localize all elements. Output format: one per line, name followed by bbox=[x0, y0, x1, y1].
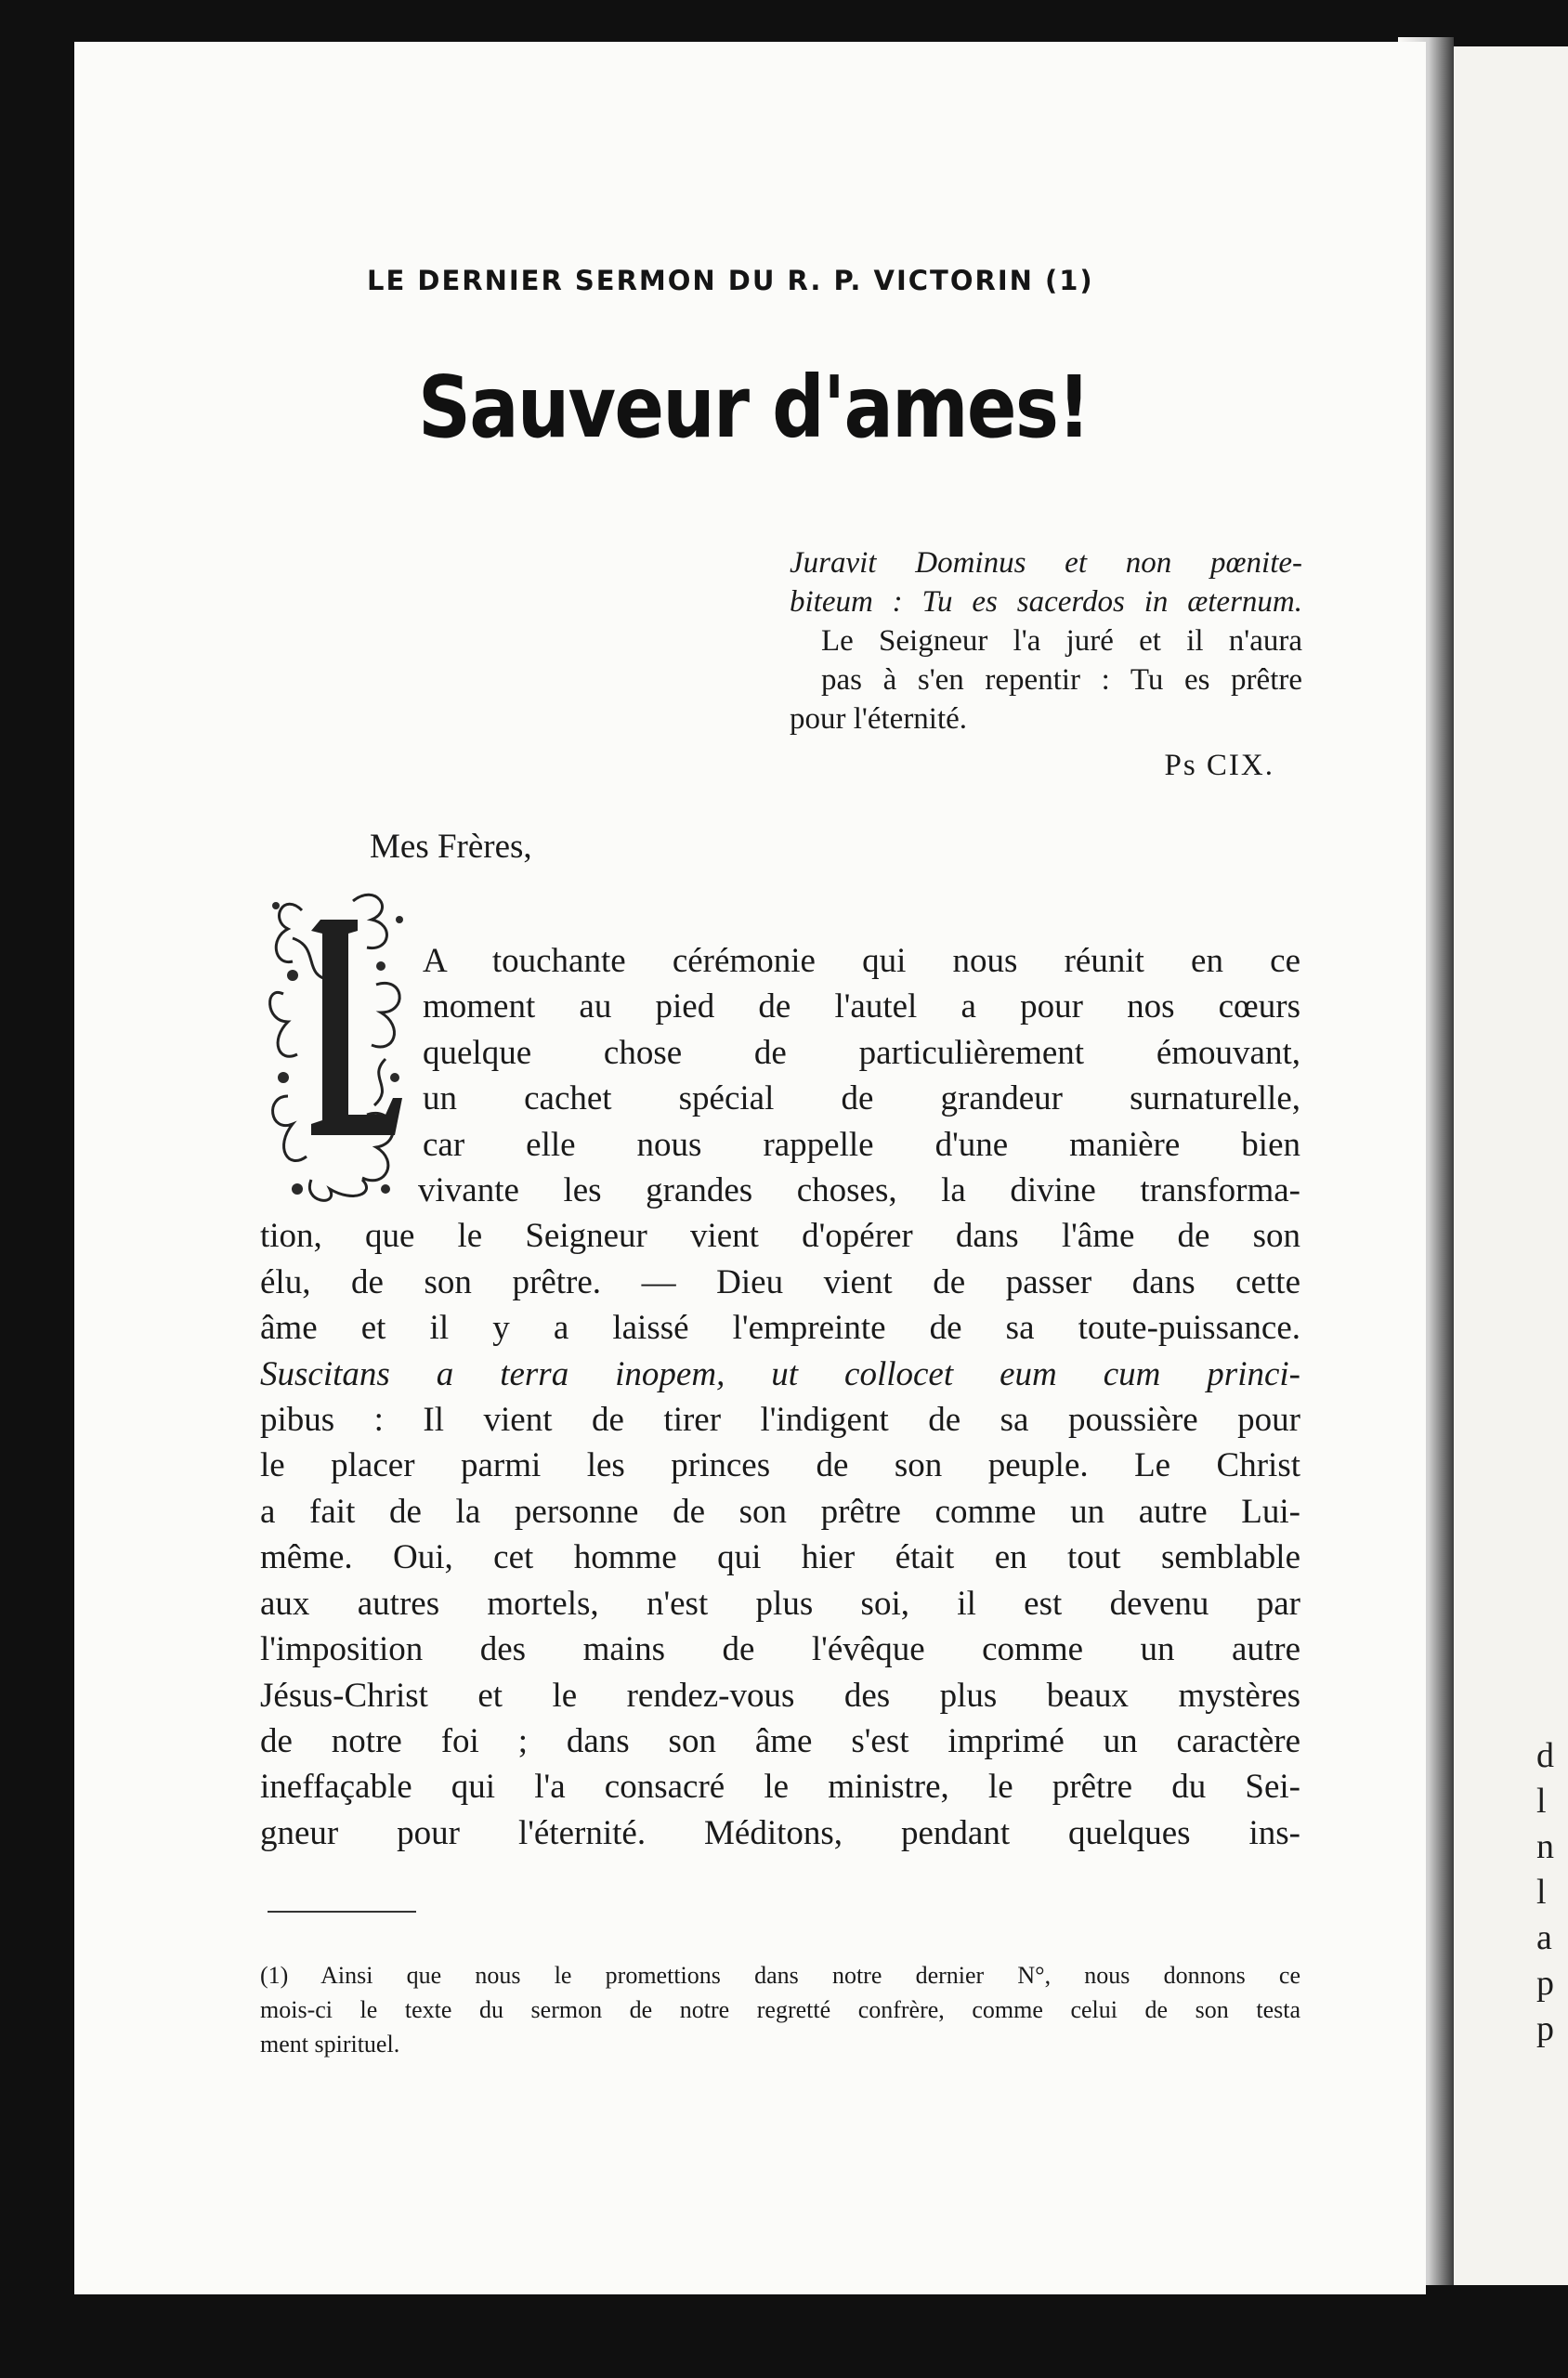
body-line: car elle nous rappelle d'une manière bien bbox=[423, 1125, 1300, 1164]
footnote bbox=[260, 1958, 1300, 2061]
footnote-line: (1) Ainsi que nous le promettions dans notre dernier N°, nous donnons ce bbox=[260, 1962, 1300, 1989]
body-line: tion, que le Seigneur vient d'opérer dans l'âme de son bbox=[260, 1217, 1300, 1256]
body-line: ineffaçable qui l'a consacré le ministre, le prêtre du Sei- bbox=[260, 1768, 1300, 1807]
body-line-latin: Suscitans a terra inopem, ut collocet eum cum princi- bbox=[260, 1354, 1300, 1393]
body-line: de notre foi ; dans son âme s'est imprimé un caractère bbox=[260, 1721, 1300, 1760]
body-line: Jésus-Christ et le rendez-vous des plus beaux mystères bbox=[260, 1676, 1300, 1715]
body-text bbox=[260, 938, 1300, 1856]
body-line: aux autres mortels, n'est plus soi, il est devenu par bbox=[260, 1584, 1300, 1623]
body-line: vivante les grandes choses, la divine transforma- bbox=[418, 1171, 1300, 1210]
facing-page-fragment: d bbox=[1536, 1736, 1554, 1775]
epigraph-french-line: Le Seigneur l'a juré et il n'aura bbox=[821, 624, 1302, 658]
footnote-separator bbox=[268, 1911, 416, 1913]
body-line: pibus : Il vient de tirer l'indigent de sa poussière pour bbox=[260, 1401, 1300, 1440]
body-line: quelque chose de particulièrement émouvant, bbox=[423, 1033, 1300, 1072]
footnote-line: ment spirituel. bbox=[260, 2031, 400, 2058]
body-line: le placer parmi les princes de son peuple. Le Christ bbox=[260, 1446, 1300, 1485]
body-line: âme et il y a laissé l'empreinte de sa toute-puissance. bbox=[260, 1309, 1300, 1348]
footnote-line: mois-ci le texte du sermon de notre regretté confrère, comme celui de son testa bbox=[260, 1996, 1300, 2023]
epigraph bbox=[790, 543, 1302, 785]
facing-page-fragment: n bbox=[1536, 1827, 1554, 1866]
epigraph-latin-line: Juravit Dominus et non pœnite- bbox=[790, 546, 1302, 580]
body-line: même. Oui, cet homme qui hier était en tout semblable bbox=[260, 1538, 1300, 1577]
salutation: Mes Frères, bbox=[370, 828, 532, 866]
facing-page-fragment: p bbox=[1536, 2009, 1554, 2048]
body-line: l'imposition des mains de l'évêque comme un autre bbox=[260, 1630, 1300, 1669]
body-line: un cachet spécial de grandeur surnaturelle, bbox=[423, 1079, 1300, 1118]
epigraph-french-line: pour l'éternité. bbox=[790, 702, 968, 736]
facing-page-fragment: l bbox=[1536, 1782, 1547, 1821]
facing-page-fragment: a bbox=[1536, 1918, 1552, 1957]
facing-page-fragment: p bbox=[1536, 1964, 1554, 2003]
body-line: moment au pied de l'autel a pour nos cœurs bbox=[423, 987, 1300, 1026]
body-line: gneur pour l'éternité. Méditons, pendant quelques ins- bbox=[260, 1813, 1300, 1852]
epigraph-latin-line: biteum : Tu es sacerdos in æternum. bbox=[790, 585, 1302, 619]
epigraph-french-line: pas à s'en repentir : Tu es prêtre bbox=[821, 663, 1302, 697]
epigraph-reference: Ps CIX. bbox=[1164, 749, 1274, 782]
running-head: LE DERNIER SERMON DU R. P. VICTORIN (1) bbox=[367, 265, 1094, 296]
body-line: a fait de la personne de son prêtre comme un autre Lui- bbox=[260, 1492, 1300, 1531]
body-line: élu, de son prêtre. — Dieu vient de passer dans cette bbox=[260, 1262, 1300, 1301]
page-title: Sauveur d'ames! bbox=[418, 358, 1090, 457]
body-line: A touchante cérémonie qui nous réunit en ce bbox=[423, 942, 1300, 980]
facing-page-fragment: l bbox=[1536, 1873, 1547, 1912]
